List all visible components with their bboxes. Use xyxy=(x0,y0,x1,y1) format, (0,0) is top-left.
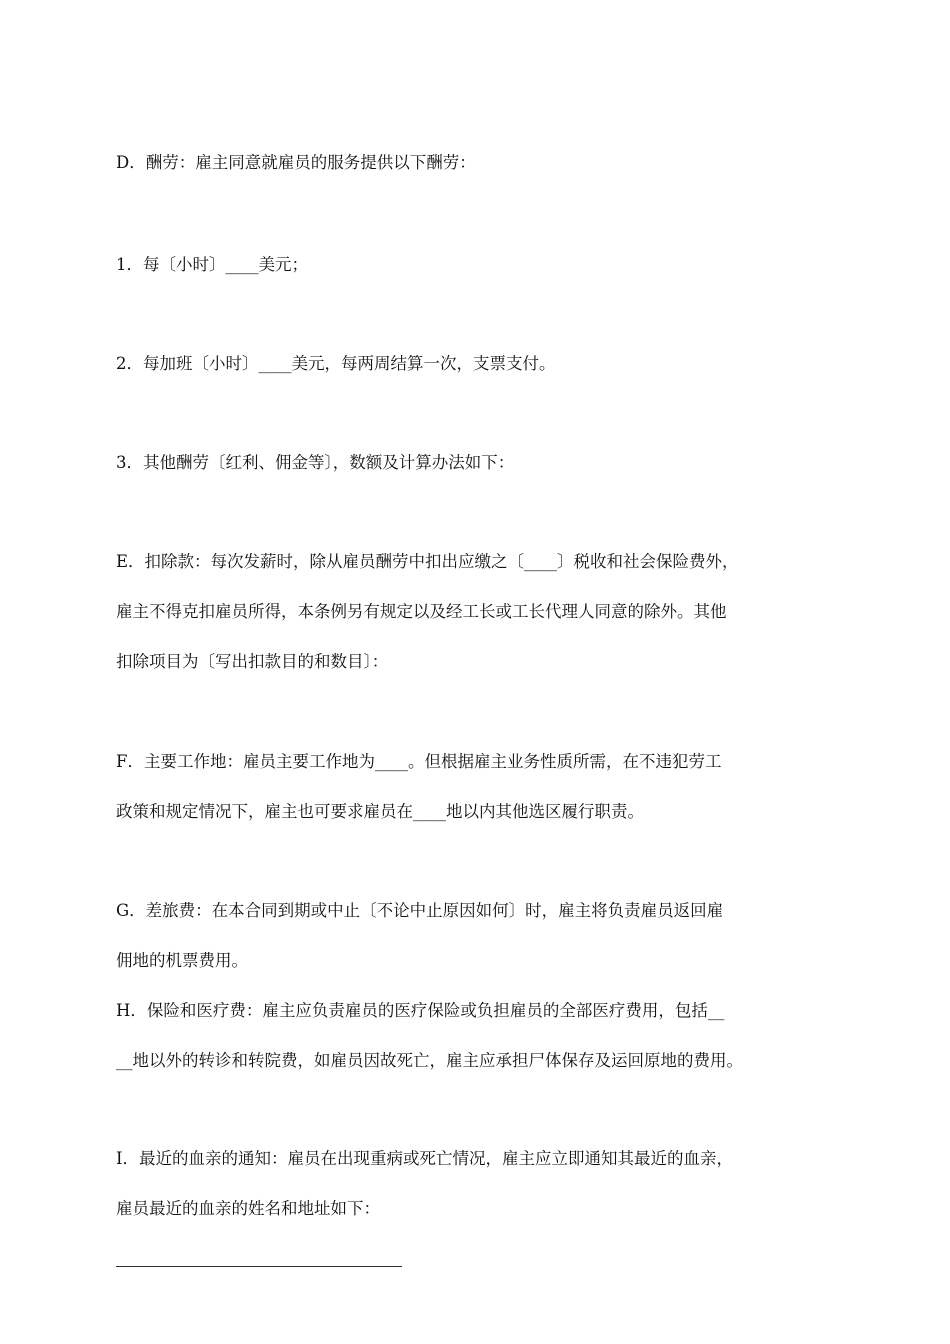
paragraph-line: 雇员最近的血亲的姓名和地址如下： xyxy=(116,1199,380,1218)
paragraph-line: 1．每〔小时〕____美元； xyxy=(116,255,308,274)
paragraph-line: 佣地的机票费用。 xyxy=(116,951,248,970)
paragraph-line: 3．其他酬劳〔红利、佣金等〕，数额及计算办法如下： xyxy=(116,453,515,472)
section-g-travel-expenses xyxy=(116,886,846,986)
section-h-insurance-medical xyxy=(116,986,846,1086)
paragraph-line: D．酬劳：雇主同意就雇员的服务提供以下酬劳： xyxy=(116,153,476,172)
paragraph-line: 2．每加班〔小时〕____美元，每两周结算一次，支票支付。 xyxy=(116,354,556,373)
paragraph-line: H．保险和医疗费：雇主应负责雇员的医疗保险或负担雇员的全部医疗费用，包括__ xyxy=(116,1001,725,1020)
section-d-compensation xyxy=(116,138,846,188)
paragraph-line: E．扣除款：每次发薪时，除从雇员酬劳中扣出应缴之〔____〕税收和社会保险费外， xyxy=(116,552,739,571)
paragraph-line: 政策和规定情况下，雇主也可要求雇员在____地以内其他选区履行职责。 xyxy=(116,802,644,821)
paragraph-line: __地以外的转诊和转院费，如雇员因故死亡，雇主应承担尸体保存及运回原地的费用。 xyxy=(116,1051,743,1070)
paragraph-line: I．最近的血亲的通知：雇员在出现重病或死亡情况，雇主应立即通知其最近的血亲， xyxy=(116,1149,734,1168)
paragraph-line: 雇主不得克扣雇员所得，本条例另有规定以及经工长或工长代理人同意的除外。其他 xyxy=(116,602,727,621)
fill-in-line xyxy=(116,1266,402,1267)
section-f-workplace xyxy=(116,737,846,837)
item-1-hourly-rate xyxy=(116,240,846,290)
item-3-other-compensation xyxy=(116,438,846,488)
item-2-overtime-rate xyxy=(116,339,846,389)
paragraph-line: G．差旅费：在本合同到期或中止〔不论中止原因如何〕时，雇主将负责雇员返回雇 xyxy=(116,901,724,920)
paragraph-line: F．主要工作地：雇员主要工作地为____。但根据雇主业务性质所需，在不违犯劳工 xyxy=(116,752,722,771)
section-e-deductions xyxy=(116,537,846,687)
section-i-next-of-kin xyxy=(116,1134,846,1234)
paragraph-line: 扣除项目为〔写出扣款目的和数目〕： xyxy=(116,652,389,671)
